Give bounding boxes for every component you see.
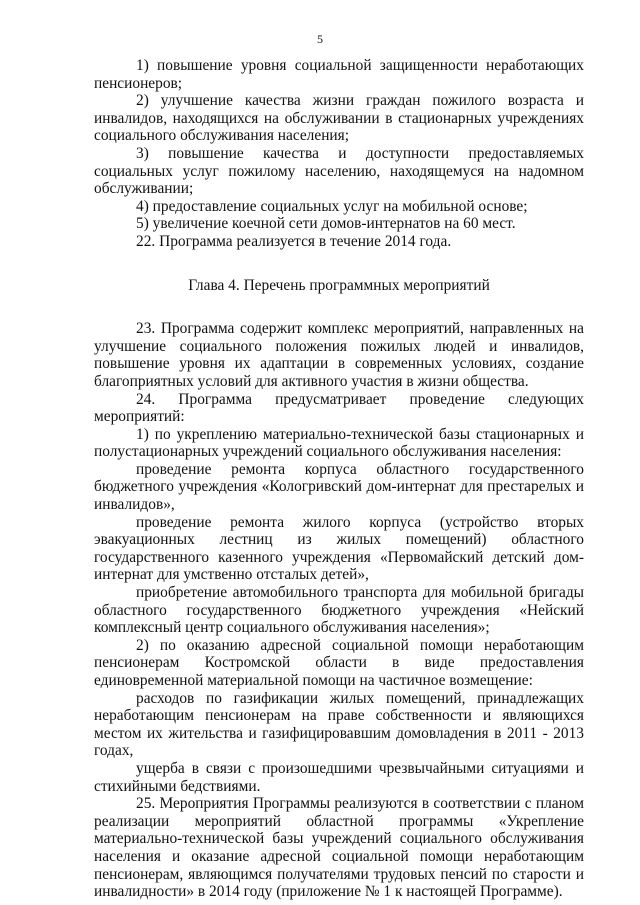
- list-item-goal-1: 1) повышение уровня социальной защищенности неработающих пенсионеров;: [94, 57, 584, 92]
- list-item-measures-1: 1) по укреплению материально-технической базы стационарных и полустационарных учреждений социального обслуживания населения:: [94, 425, 584, 461]
- paragraph-22: 22. Программа реализуется в течение 2014 года.: [136, 232, 452, 250]
- paragraph-24: 24. Программа предусматривает проведение следующих мероприятий:: [94, 390, 584, 426]
- list-item-measures-2: 2) по оказанию адресной социальной помощи неработающим пенсионерам Костромской области в виде предоставления единовременной материальной помощи на частичное возмещение:: [94, 636, 584, 689]
- list-item-goal-2: 2) улучшение качества жизни граждан пожилого возраста и инвалидов, находящихся на обслуживании в стационарных учреждениях социального обслуживания населения;: [94, 92, 584, 145]
- paragraph-25: 25. Мероприятия Программы реализуются в соответствии с планом реализации мероприятий областной программы «Укрепление материально-технической базы учреждений социального обслуживания населения и оказание адресной социальной помощи неработающим пенсионерам, являющимся получателями трудовых пенсий по старости и инвалидности» в 2014 году (приложение № 1 к настоящей Программе).: [94, 795, 584, 901]
- list-item-goal-4: 4) предоставление социальных услуг на мобильной основе;: [136, 197, 528, 215]
- page-number: 5: [317, 32, 323, 46]
- sub-item-gasification: расходов по газификации жилых помещений, принадлежащих неработающим пенсионерам на праве собственности и являющихся местом их жительства и газифицировавшим домовладения в 2011 - 2013 годах,: [94, 689, 584, 760]
- sub-item-damage: ущерба в связи с произошедшими чрезвычайными ситуациями и стихийными бедствиями.: [94, 759, 584, 795]
- list-item-goal-3: 3) повышение качества и доступности предоставляемых социальных услуг пожилому населению, находящемуся на надомном обслуживании;: [94, 144, 584, 198]
- list-item-goal-5: 5) увеличение коечной сети домов-интернатов на 60 мест.: [136, 215, 516, 233]
- paragraph-23: 23. Программа содержит комплекс мероприятий, направленных на улучшение социального положения пожилых людей и инвалидов, повышение уровня их адаптации в современных условиях, создание благоприятных условий для активного участия в жизни общества.: [94, 320, 584, 390]
- document-body: [94, 57, 584, 901]
- sub-item-kologriv: проведение ремонта корпуса областного государственного бюджетного учреждения «Кологривский дом-интернат для престарелых и инвалидов»,: [94, 460, 584, 514]
- sub-item-neisky: приобретение автомобильного транспорта для мобильной бригады областного государственного бюджетного учреждения «Нейский комплексный центр социального обслуживания населения»;: [94, 584, 584, 637]
- sub-item-pervomaisky: проведение ремонта жилого корпуса (устройство вторых эвакуационных лестниц из жилых помещений) областного государственного казенного учреждения «Первомайский детский дом-интернат для умственно отсталых детей»,: [94, 513, 584, 584]
- chapter-title: Глава 4. Перечень программных мероприятий: [188, 276, 490, 294]
